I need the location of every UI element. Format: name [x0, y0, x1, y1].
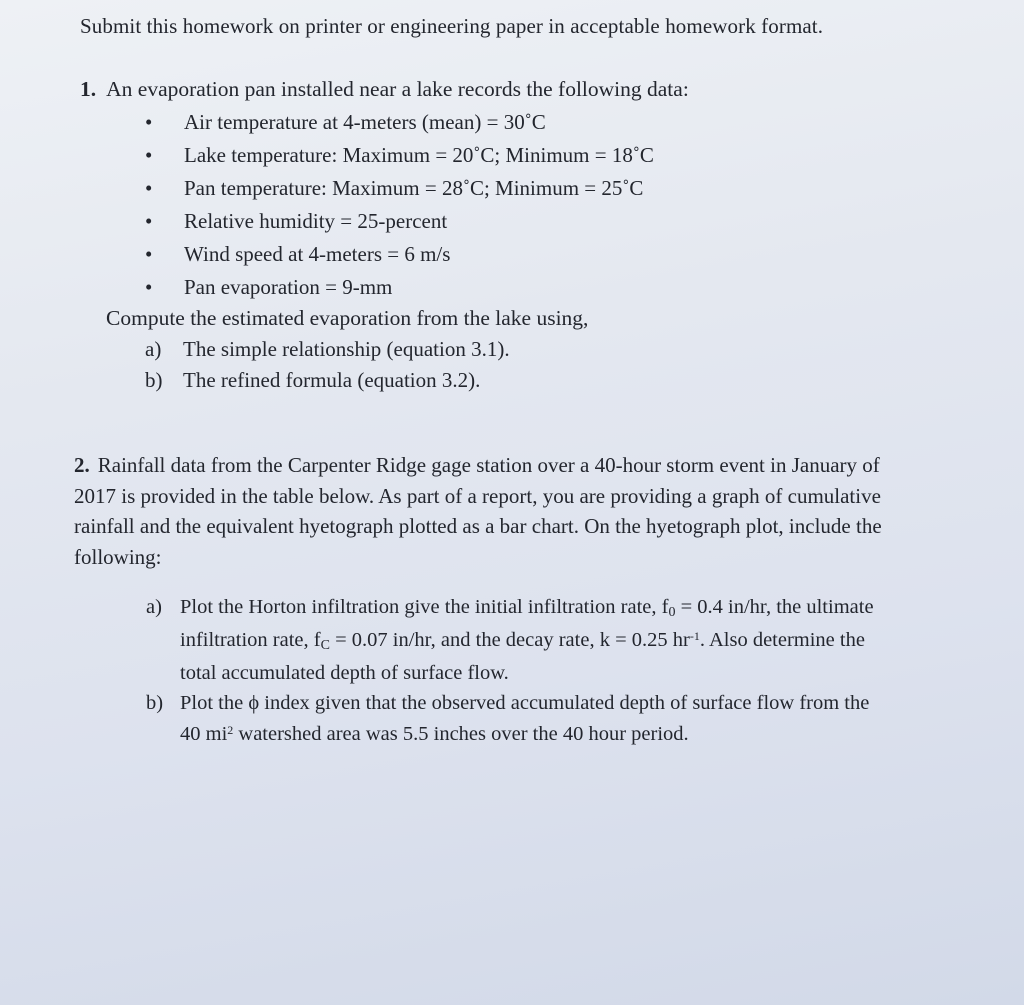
data-air-temperature: Air temperature at 4-meters (mean) = 30˚C: [184, 110, 546, 134]
part-text-segment: = 0.4 in/hr, the ultimate: [675, 596, 874, 618]
part-text: The refined formula (equation 3.2).: [183, 368, 481, 392]
part-text-segment: = 0.07 in/hr, and the decay rate, k = 0.25 hr: [329, 629, 690, 651]
part-label: b): [145, 368, 163, 392]
question-1-task: Compute the estimated evaporation from the lake using,: [106, 306, 589, 330]
part-text-segment: infiltration rate, f: [180, 629, 321, 651]
question-1-part-b: [145, 368, 480, 393]
question-2-intro: [74, 450, 1004, 572]
part-text-segment: Plot the Horton infiltration give the initial infiltration rate, f: [180, 596, 669, 618]
question-1-intro-text: An evaporation pan installed near a lake records the following data:: [106, 77, 689, 101]
question-2-line: [74, 450, 1004, 481]
question-2-number: 2.: [74, 453, 90, 477]
submission-instructions: Submit this homework on printer or engineering paper in acceptable homework format.: [80, 14, 824, 38]
part-line: [180, 592, 874, 625]
part-text-segment: . Also determine the: [699, 629, 865, 651]
superscript-exponent: 2: [227, 723, 234, 737]
part-line: [180, 719, 869, 750]
bullet-icon: •: [145, 143, 153, 167]
question-2-line: following:: [74, 544, 162, 569]
subscript-f0: 0: [668, 605, 676, 620]
question-1-number: 1.: [80, 77, 97, 101]
bullet-icon: •: [145, 110, 153, 134]
part-label: b): [146, 692, 164, 714]
part-text: The simple relationship (equation 3.1).: [183, 337, 510, 361]
part-text: [180, 592, 874, 689]
data-pan-temperature: Pan temperature: Maximum = 28˚C; Minimum = 25˚C: [184, 176, 644, 200]
bullet-icon: •: [145, 275, 153, 299]
question-2-line-text: Rainfall data from the Carpenter Ridge gage station over a 40-hour storm event in January of: [97, 453, 880, 477]
bullet-icon: •: [145, 176, 153, 200]
part-label: a): [146, 596, 162, 618]
part-line: Plot the ϕ index given that the observed accumulated depth of surface flow from the: [180, 692, 870, 714]
data-pan-evaporation: Pan evaporation = 9-mm: [184, 275, 393, 299]
bullet-icon: •: [145, 242, 153, 266]
part-line: [180, 625, 874, 658]
part-line: total accumulated depth of surface flow.: [180, 662, 509, 684]
part-text-segment: watershed area was 5.5 inches over the 40 hour period.: [233, 723, 689, 745]
data-wind-speed: Wind speed at 4-meters = 6 m/s: [184, 242, 451, 266]
question-1-part-a: [145, 337, 510, 362]
part-label: a): [145, 337, 162, 361]
superscript-exponent: -1: [689, 629, 700, 643]
question-2-line: 2017 is provided in the table below. As part of a report, you are providing a graph of cumulative: [74, 483, 881, 508]
part-text: [180, 688, 869, 750]
question-2-line: rainfall and the equivalent hyetograph plotted as a bar chart. On the hyetograph plot, include the: [74, 514, 882, 538]
question-1-intro: [80, 77, 689, 102]
part-text-segment: 40 mi: [180, 723, 228, 745]
subscript-fc: C: [320, 638, 330, 653]
data-relative-humidity: Relative humidity = 25-percent: [184, 209, 448, 233]
data-lake-temperature: Lake temperature: Maximum = 20˚C; Minimum = 18˚C: [184, 143, 654, 167]
bullet-icon: •: [145, 209, 153, 233]
